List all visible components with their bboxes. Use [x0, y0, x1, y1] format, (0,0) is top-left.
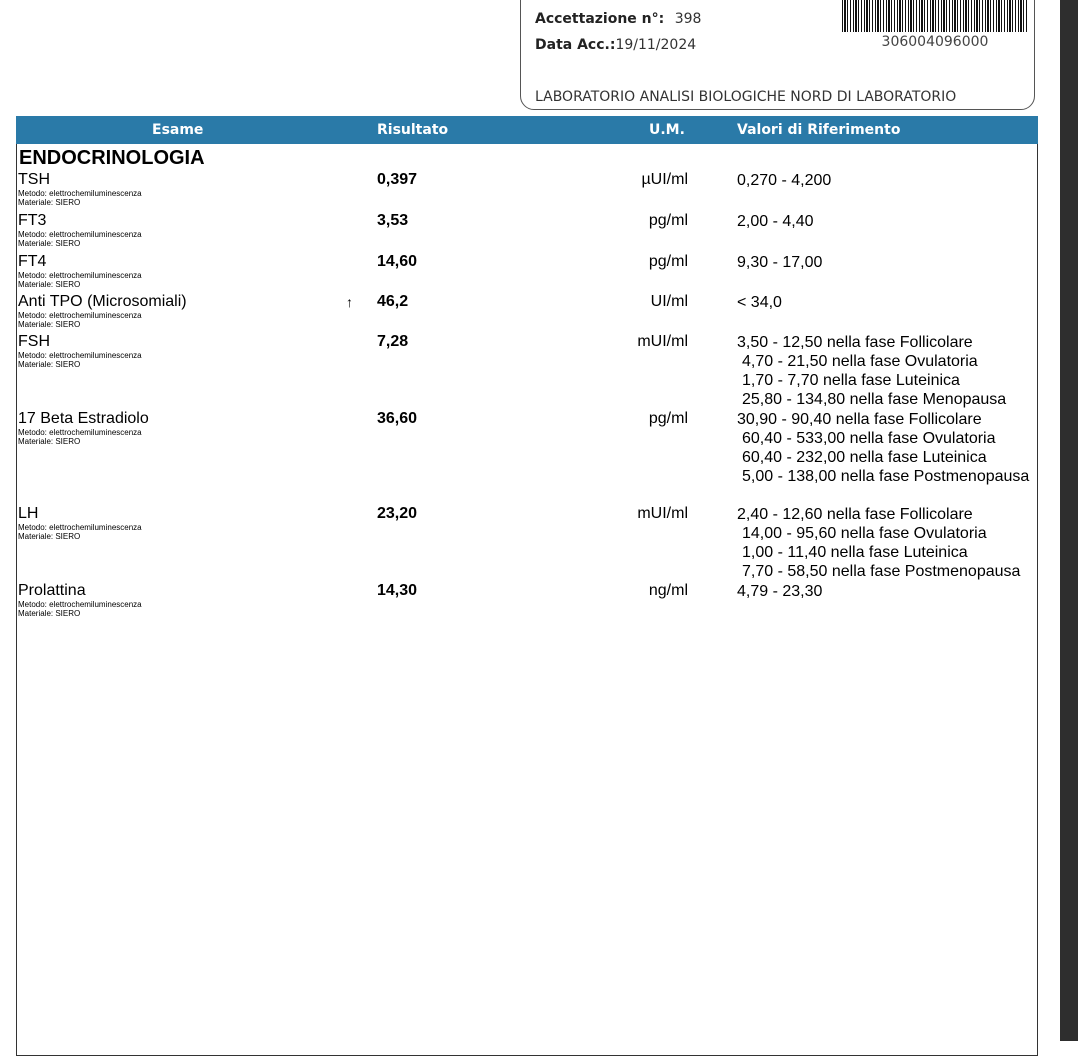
exam-method: Metodo: elettrochemiluminescenza: [18, 523, 142, 532]
abnormal-flag-icon: ↑: [346, 294, 353, 310]
exam-method: Metodo: elettrochemiluminescenza: [18, 600, 142, 609]
exam-method: Metodo: elettrochemiluminescenza: [18, 311, 142, 320]
date-value: 19/11/2024: [615, 37, 697, 53]
exam-unit: pg/ml: [648, 212, 688, 229]
reference-line: 60,40 - 232,00 nella fase Luteinica: [742, 449, 987, 466]
acceptance-number: 398: [674, 11, 702, 27]
exam-result: 0,397: [377, 171, 418, 188]
exam-method: Metodo: elettrochemiluminescenza: [18, 189, 142, 198]
exam-unit: UI/ml: [650, 293, 688, 310]
exam-method: Metodo: elettrochemiluminescenza: [18, 428, 142, 437]
col-reference: Valori di Riferimento: [737, 122, 901, 138]
exam-result: 46,2: [377, 293, 409, 310]
reference-line: 7,70 - 58,50 nella fase Postmenopausa: [742, 563, 1021, 580]
reference-line: 30,90 - 90,40 nella fase Follicolare: [737, 411, 982, 428]
col-result: Risultato: [377, 122, 449, 138]
reference-line: 25,80 - 134,80 nella fase Menopausa: [742, 391, 1007, 408]
reference-line: 2,40 - 12,60 nella fase Follicolare: [737, 506, 973, 523]
exam-result: 14,30: [377, 582, 418, 599]
reference-line: 4,79 - 23,30: [737, 583, 823, 600]
barcode: [842, 0, 1028, 32]
date-line: [535, 37, 696, 53]
exam-name: FT4: [18, 253, 47, 270]
reference-line: < 34,0: [737, 294, 782, 311]
exam-unit: ng/ml: [648, 582, 688, 599]
acceptance-label: Accettazione n°:: [535, 11, 665, 27]
exam-result: 23,20: [377, 505, 418, 522]
reference-values: [737, 253, 822, 272]
col-exam: Esame: [152, 122, 204, 138]
reference-line: 2,00 - 4,40: [737, 213, 814, 230]
reference-values: [737, 582, 822, 601]
exam-material: Materiale: SIERO: [18, 437, 81, 446]
exam-material: Materiale: SIERO: [18, 320, 81, 329]
date-label: Data Acc.:: [535, 37, 616, 53]
exam-material: Materiale: SIERO: [18, 609, 81, 618]
reference-line: 9,30 - 17,00: [737, 254, 823, 271]
exam-name: FT3: [18, 212, 47, 229]
results-table: [16, 116, 1038, 1056]
exam-unit: pg/ml: [648, 410, 688, 427]
reference-values: [737, 333, 1006, 409]
section-title: ENDOCRINOLOGIA: [19, 147, 205, 169]
exam-name: TSH: [18, 171, 50, 188]
exam-unit: pg/ml: [648, 253, 688, 270]
exam-method: Metodo: elettrochemiluminescenza: [18, 230, 142, 239]
reference-values: [737, 410, 1029, 486]
acceptance-line: [535, 11, 701, 27]
reference-values: [737, 293, 782, 312]
exam-unit: mUI/ml: [637, 505, 688, 522]
exam-name: FSH: [18, 333, 50, 350]
exam-material: Materiale: SIERO: [18, 239, 81, 248]
exam-method: Metodo: elettrochemiluminescenza: [18, 351, 142, 360]
exam-unit: mUI/ml: [637, 333, 688, 350]
exam-result: 7,28: [377, 333, 409, 350]
col-unit: U.M.: [649, 122, 685, 138]
exam-material: Materiale: SIERO: [18, 360, 81, 369]
reference-values: [737, 171, 831, 190]
exam-material: Materiale: SIERO: [18, 532, 81, 541]
reference-line: 5,00 - 138,00 nella fase Postmenopausa: [742, 468, 1030, 485]
exam-method: Metodo: elettrochemiluminescenza: [18, 271, 142, 280]
reference-line: 60,40 - 533,00 nella fase Ovulatoria: [742, 430, 996, 447]
exam-unit: µUI/ml: [641, 171, 688, 188]
exam-material: Materiale: SIERO: [18, 280, 81, 289]
reference-line: 1,00 - 11,40 nella fase Luteinica: [742, 544, 968, 561]
reference-values: [737, 212, 814, 231]
exam-material: Materiale: SIERO: [18, 198, 81, 207]
exam-name: Prolattina: [18, 582, 86, 599]
exam-name: 17 Beta Estradiolo: [18, 410, 149, 427]
reference-line: 14,00 - 95,60 nella fase Ovulatoria: [742, 525, 987, 542]
lab-name: LABORATORIO ANALISI BIOLOGICHE NORD DI LABORATORIO: [535, 89, 957, 105]
exam-name: LH: [18, 505, 39, 522]
exam-name: Anti TPO (Microsomiali): [18, 293, 187, 310]
table-header: [16, 116, 1038, 144]
barcode-number: 306004096000: [881, 34, 989, 50]
reference-line: 0,270 - 4,200: [737, 172, 832, 189]
reference-line: 4,70 - 21,50 nella fase Ovulatoria: [742, 353, 978, 370]
exam-result: 14,60: [377, 253, 418, 270]
reference-values: [737, 505, 1020, 581]
exam-result: 36,60: [377, 410, 418, 427]
exam-result: 3,53: [377, 212, 409, 229]
window-edge: [1060, 0, 1078, 1041]
reference-line: 1,70 - 7,70 nella fase Luteinica: [742, 372, 960, 389]
reference-line: 3,50 - 12,50 nella fase Follicolare: [737, 334, 973, 351]
